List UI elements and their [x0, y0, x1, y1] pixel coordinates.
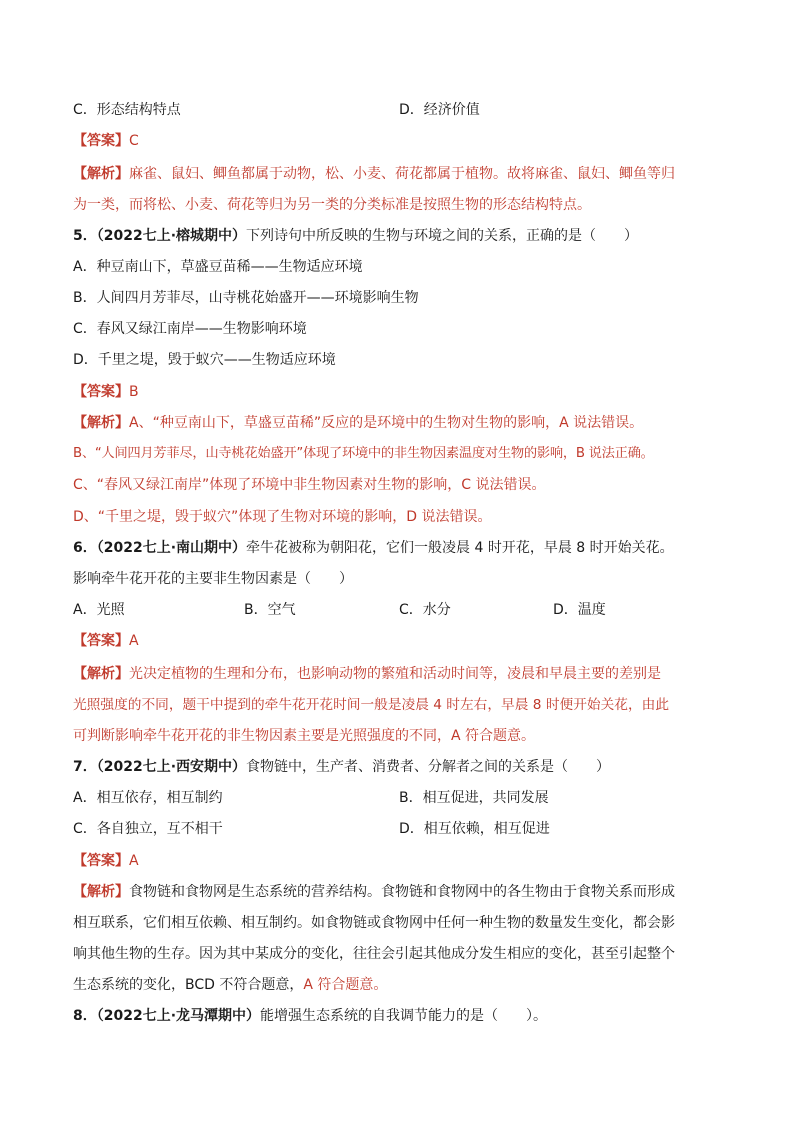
- q6-analysis-line-3: 可判断影响牵牛花开花的非生物因素主要是光照强度的不同，A 符合题意。: [73, 728, 536, 744]
- answer-tag: 【答案】: [73, 384, 129, 400]
- question-source: （2022七上·南山期中）: [96, 540, 247, 556]
- analysis-text: 食物链和食物网是生态系统的营养结构。食物链和食物网中的各生物由于食物关系而形成: [129, 884, 675, 900]
- question-number: 7．: [73, 759, 97, 775]
- q5-option-b: B．人间四月芳菲尽，山寺桃花始盛开——环境影响生物: [73, 290, 419, 306]
- q7-option-d: D．相互依赖，相互促进: [399, 821, 550, 837]
- question-number: 8．: [73, 1008, 97, 1024]
- answer-value: A: [129, 633, 139, 649]
- question-text: 下列诗句中所反映的生物与环境之间的关系，正确的是（ ）: [246, 228, 639, 244]
- q6-option-c: C．水分: [399, 602, 451, 618]
- q7-analysis-line-3: 响其他生物的生存。因为其中某成分的变化，往往会引起其他成分发生相应的变化，甚至引起整个: [73, 946, 675, 962]
- q6-analysis-line-2: 光照强度的不同，题干中提到的牵牛花开花时间一般是凌晨 4 时左右，早晨 8 时便开始关花，由此: [73, 697, 670, 713]
- analysis-text: 麻雀、鼠妇、鲫鱼都属于动物，松、小麦、荷花都属于植物。故将麻雀、鼠妇、鲫鱼等归: [129, 166, 675, 182]
- q6-answer: [73, 631, 139, 651]
- analysis-tag: 【解析】: [73, 166, 129, 182]
- analysis-text-highlight: A 符合题意。: [303, 977, 388, 993]
- q5-analysis-line-2: B、“人间四月芳菲尽，山寺桃花始盛开”体现了环境中的非生物因素温度对生物的影响，B 说法正确。: [73, 446, 654, 461]
- analysis-tag: 【解析】: [73, 666, 129, 682]
- q5-analysis-line-1: [73, 413, 643, 433]
- q6-stem-line-2: 影响牵牛花开花的主要非生物因素是（ ）: [73, 571, 353, 587]
- q7-analysis-line-2: 相互联系，它们相互依赖、相互制约。如食物链或食物网中任何一种生物的数量发生变化，都会影: [73, 915, 675, 931]
- question-number: 6．: [73, 540, 97, 556]
- question-source: （2022七上·龙马潭期中）: [96, 1008, 261, 1024]
- answer-tag: 【答案】: [73, 133, 129, 149]
- analysis-tag: 【解析】: [73, 884, 129, 900]
- q6-option-a: A．光照: [73, 602, 125, 618]
- q5-analysis-line-3: C、“春风又绿江南岸”体现了环境中非生物因素对生物的影响，C 说法错误。: [73, 477, 546, 493]
- question-source: （2022七上·西安期中）: [96, 759, 247, 775]
- answer-value: A: [129, 853, 139, 869]
- q5-option-c: C．春风又绿江南岸——生物影响环境: [73, 321, 307, 337]
- q5-answer: [73, 382, 139, 402]
- question-number: 5．: [73, 228, 97, 244]
- answer-value: B: [129, 384, 139, 400]
- q7-answer: [73, 851, 139, 871]
- q7-analysis-line-4: [73, 975, 387, 995]
- answer-value: C: [129, 133, 139, 149]
- question-text: 能增强生态系统的自我调节能力的是（ ）。: [260, 1008, 548, 1024]
- q5-option-a: A．种豆南山下，草盛豆苗稀——生物适应环境: [73, 259, 363, 275]
- q5-analysis-line-4: D、“千里之堤，毁于蚁穴”体现了生物对环境的影响，D 说法错误。: [73, 509, 492, 525]
- question-source: （2022七上·榕城期中）: [96, 228, 247, 244]
- analysis-text: 光决定植物的生理和分布，也影响动物的繁殖和活动时间等，凌晨和早晨主要的差别是: [129, 666, 661, 682]
- q6-stem-line-1: [73, 538, 674, 558]
- analysis-tag: 【解析】: [73, 415, 129, 431]
- q4-analysis-line-1: [73, 164, 675, 184]
- question-text: 食物链中，生产者、消费者、分解者之间的关系是（ ）: [246, 759, 611, 775]
- q7-option-c: C．各自独立，互不相干: [73, 821, 223, 837]
- q7-option-b: B．相互促进，共同发展: [399, 790, 549, 806]
- q5-option-d: D．千里之堤，毁于蚁穴——生物适应环境: [73, 352, 336, 368]
- analysis-text: A、“种豆南山下，草盛豆苗稀”反应的是环境中的生物对生物的影响，A 说法错误。: [129, 415, 644, 431]
- q8-stem: [73, 1006, 547, 1026]
- q4-option-d: D．经济价值: [399, 102, 480, 118]
- q6-option-d: D．温度: [553, 602, 606, 618]
- q7-option-a: A．相互依存，相互制约: [73, 790, 223, 806]
- q6-option-b: B．空气: [244, 602, 296, 618]
- q4-analysis-line-2: 为一类，而将松、小麦、荷花等归为另一类的分类标准是按照生物的形态结构特点。: [73, 197, 591, 213]
- q5-stem: [73, 226, 638, 246]
- question-text: 牵牛花被称为朝阳花，它们一般凌晨 4 时开花，早晨 8 时开始关花。: [246, 540, 674, 556]
- analysis-text: 生态系统的变化，BCD 不符合题意，: [73, 977, 304, 993]
- q6-analysis-line-1: [73, 664, 661, 684]
- answer-tag: 【答案】: [73, 633, 129, 649]
- q7-stem: [73, 757, 610, 777]
- q4-option-c: C．形态结构特点: [73, 102, 181, 118]
- answer-tag: 【答案】: [73, 853, 129, 869]
- q7-analysis-line-1: [73, 882, 675, 902]
- q4-answer: [73, 131, 139, 151]
